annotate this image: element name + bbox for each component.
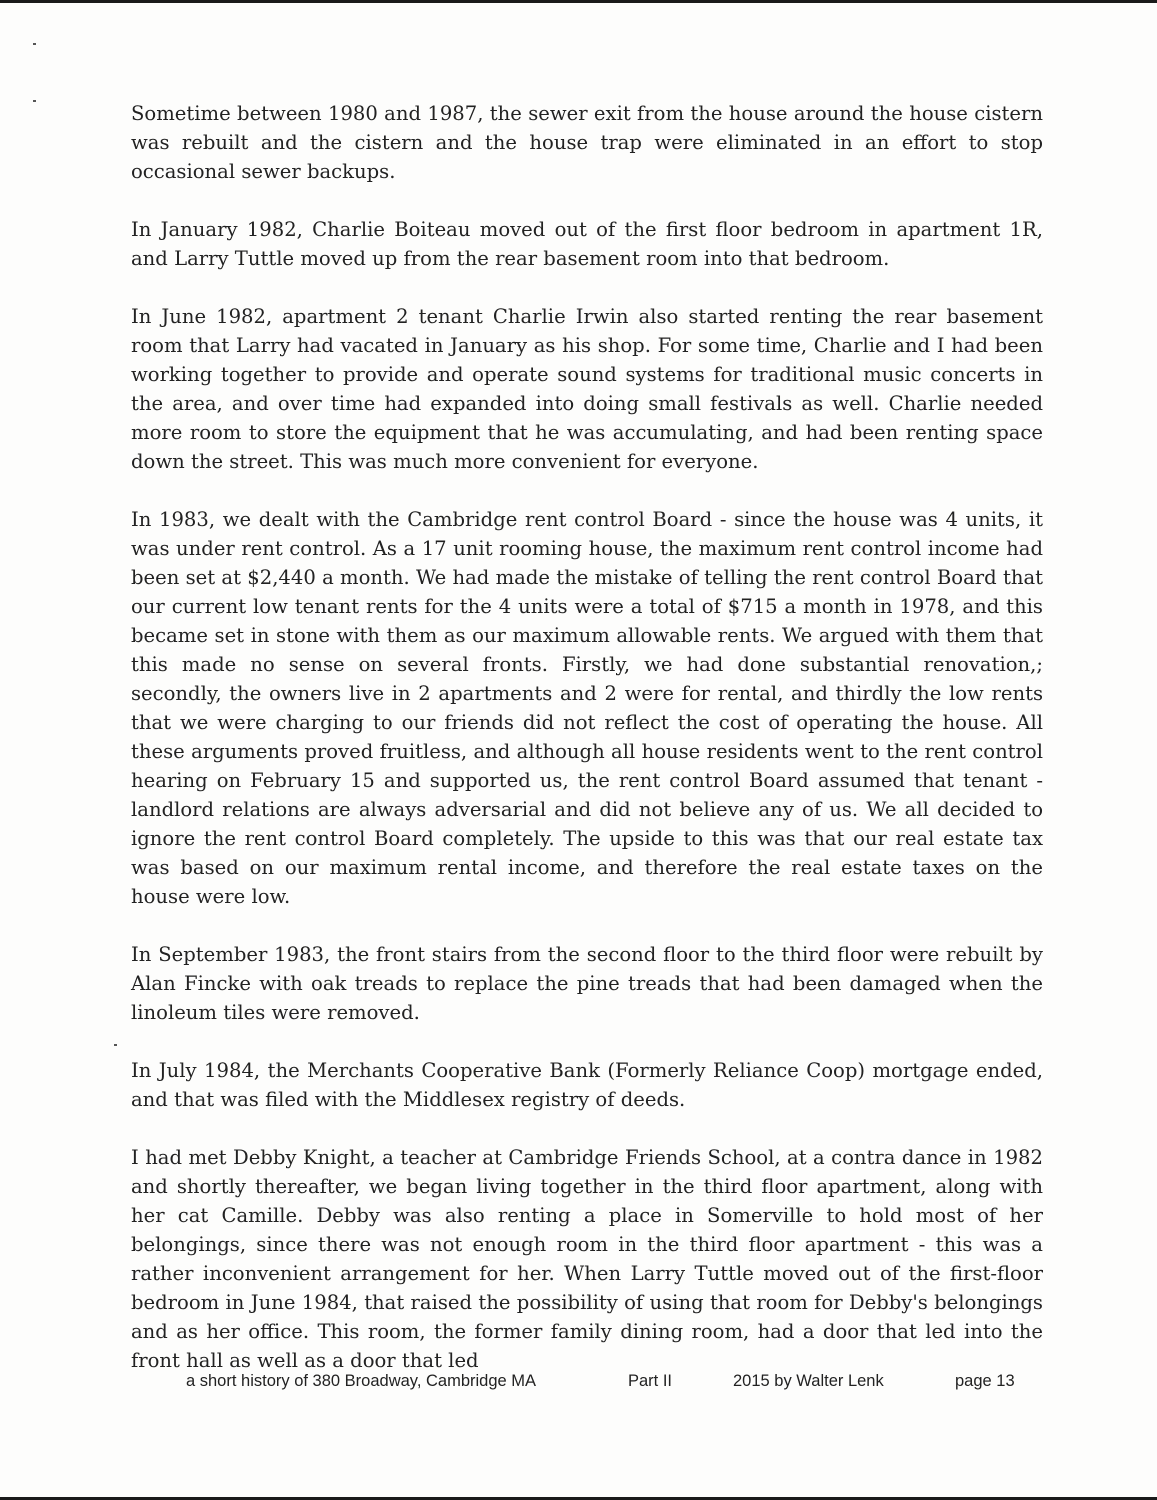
footer-page-number: page 13 <box>955 1372 1015 1390</box>
scan-speck <box>114 1044 117 1046</box>
paragraph-debby-knight: I had met Debby Knight, a teacher at Cambridge Friends School, at a contra dance in 1982 and shortly thereafter, we began living together in the third floor apartment, along with her cat Camille. Debby was also renting a place in Somerville to hold most of her belongings, since there was not enough room in the third floor apartment - this was a rather inconvenient arrangement for her. When Larry Tuttle moved out of the first-floor bedroom in June 1984, that raised the possibility of using that room for Debby's belongings and as her office. This room, the former family dining room, had a door that led into the front hall as well as a door that led <box>131 1146 1043 1372</box>
body-text <box>131 99 1043 1375</box>
paragraph-july-1984: In July 1984, the Merchants Cooperative Bank (Formerly Reliance Coop) mortgage ended, and that was filed with the Middlesex registry of deeds. <box>131 1059 1043 1111</box>
scan-speck <box>33 43 36 45</box>
scan-speck <box>33 100 36 102</box>
paragraph-rent-control-1983: In 1983, we dealt with the Cambridge rent control Board - since the house was 4 units, it was under rent control. As a 17 unit rooming house, the maximum rent control income had been set at $2,440 a month. We had made the mistake of telling the rent control Board that our current low tenant rents for the 4 units were a total of $715 a month in 1978, and this became set in stone with them as our maximum allowable rents. We argued with them that this made no sense on several fronts. Firstly, we had done substantial renovation,; secondly, the owners live in 2 apartments and 2 were for rental, and thirdly the low rents that we were charging to our friends did not reflect the cost of operating the house. All these arguments proved fruitless, and although all house residents went to the rent control hearing on February 15 and supported us, the rent control Board assumed that tenant - landlord relations are always adversarial and did not believe any of us. We all decided to ignore the rent control Board completely. The upside to this was that our real estate tax was based on our maximum rental income, and therefore the real estate taxes on the house were low. <box>131 508 1043 908</box>
paragraph-june-1982: In June 1982, apartment 2 tenant Charlie Irwin also started renting the rear basement room that Larry had vacated in January as his shop. For some time, Charlie and I had been working together to provide and operate sound systems for traditional music concerts in the area, and over time had expanded into doing small festivals as well. Charlie needed more room to store the equipment that he was accumulating, and had been renting space down the street. This was much more convenient for everyone. <box>131 305 1043 473</box>
paragraph-january-1982: In January 1982, Charlie Boiteau moved out of the first floor bedroom in apartment 1R, and Larry Tuttle moved up from the rear basement room into that bedroom. <box>131 218 1043 270</box>
scan-edge-top <box>0 0 1157 3</box>
footer-copyright: 2015 by Walter Lenk <box>733 1372 884 1390</box>
page-footer <box>0 1372 1157 1396</box>
paragraph-sewer: Sometime between 1980 and 1987, the sewer exit from the house around the house cistern was rebuilt and the cistern and the house trap were eliminated in an effort to stop occasional sewer backups. <box>131 102 1043 183</box>
footer-part: Part II <box>628 1372 673 1390</box>
footer-title: a short history of 380 Broadway, Cambridge MA <box>186 1372 537 1390</box>
paragraph-september-1983: In September 1983, the front stairs from the second floor to the third floor were rebuilt by Alan Fincke with oak treads to replace the pine treads that had been damaged when the linoleum tiles were removed. <box>131 943 1043 1024</box>
